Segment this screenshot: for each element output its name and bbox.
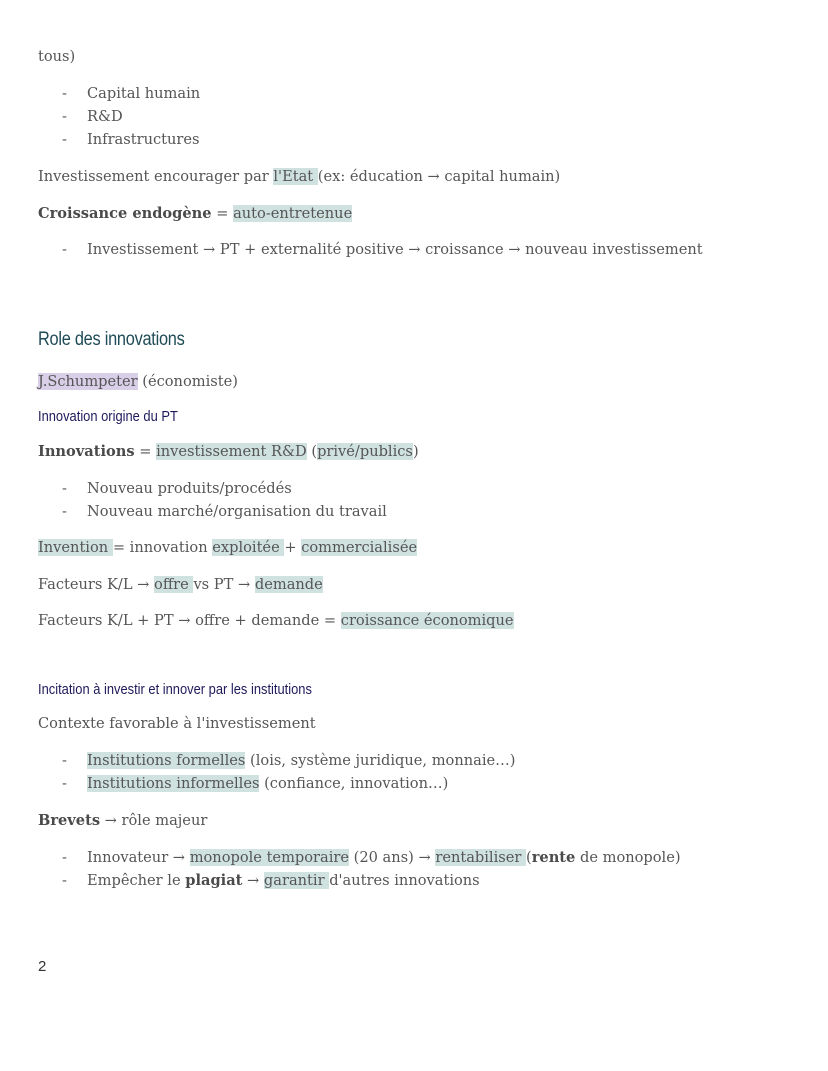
text: Facteurs K/L →: [38, 576, 155, 593]
highlight: l'Etat: [273, 168, 318, 185]
text: (: [526, 849, 532, 866]
bullet-dash: -: [62, 503, 67, 520]
bullet-dash: -: [62, 131, 67, 148]
list-item: Capital humain: [87, 85, 201, 102]
bullet-dash: -: [62, 241, 67, 258]
text: (lois, système juridique, monnaie…): [245, 752, 516, 769]
list-item: Nouveau produits/procédés: [87, 480, 292, 497]
list-item: Investissement → PT + externalité positive → croissance → nouveau investissement: [87, 241, 703, 258]
highlight: exploitée: [212, 539, 285, 556]
highlight: croissance économique: [340, 612, 514, 629]
text: Innovateur →: [87, 849, 190, 866]
bullet-dash: -: [62, 775, 67, 792]
text: ): [412, 443, 419, 460]
bullet-dash: -: [62, 752, 67, 769]
highlight: Institutions formelles: [87, 752, 246, 769]
text: =: [134, 443, 157, 460]
paragraph-contexte: Contexte favorable à l'investissement: [38, 715, 316, 732]
text: → rôle majeur: [100, 812, 208, 829]
paragraph-facteurs-croissance: [38, 611, 514, 631]
text: (ex: éducation → capital humain): [317, 168, 561, 185]
text: +: [284, 539, 302, 556]
subheading-innovation-origine: Innovation origine du PT: [38, 408, 178, 425]
list-item: [87, 774, 448, 794]
highlight: demande: [254, 576, 323, 593]
text: = innovation: [112, 539, 213, 556]
text: (: [306, 443, 318, 460]
highlight: investissement R&D: [156, 443, 307, 460]
text: (confiance, innovation…): [259, 775, 449, 792]
bold-term: rente: [531, 849, 576, 866]
text: →: [242, 872, 264, 889]
paragraph-investissement: [38, 167, 560, 187]
text: vs PT →: [193, 576, 255, 593]
section-heading: Role des innovations: [38, 329, 185, 350]
highlight: offre: [154, 576, 194, 593]
text: Empêcher le: [87, 872, 186, 889]
highlight: garantir: [263, 872, 330, 889]
text: (économiste): [137, 373, 238, 390]
bullet-dash: -: [62, 85, 67, 102]
highlight: Invention: [38, 539, 113, 556]
list-item: [87, 751, 515, 771]
list-item: Infrastructures: [87, 131, 200, 148]
subheading-incitation: Incitation à investir et innover par les institutions: [38, 681, 312, 698]
paragraph-facteurs-offre: [38, 575, 323, 595]
list-item: [87, 848, 681, 868]
text: d'autres innovations: [329, 872, 480, 889]
paragraph-brevets: [38, 811, 207, 831]
bullet-dash: -: [62, 480, 67, 497]
highlight: auto-entretenue: [233, 205, 353, 222]
highlight: privé/publics: [317, 443, 413, 460]
list-item: R&D: [87, 108, 123, 125]
highlight: rentabiliser: [435, 849, 527, 866]
list-item: Nouveau marché/organisation du travail: [87, 503, 387, 520]
text: Investissement encourager par: [38, 168, 274, 185]
paragraph-invention: [38, 538, 417, 558]
paragraph-schumpeter: [38, 372, 238, 392]
text: =: [211, 205, 234, 222]
highlight: Institutions informelles: [87, 775, 260, 792]
bold-term: Brevets: [38, 812, 101, 829]
bold-term: Innovations: [38, 443, 135, 460]
bullet-dash: -: [62, 872, 67, 889]
bullet-dash: -: [62, 849, 67, 866]
highlight: monopole temporaire: [189, 849, 349, 866]
list-item: [87, 871, 480, 891]
page-number: 2: [38, 958, 47, 975]
paragraph-innovations: [38, 442, 419, 462]
paragraph-croissance-endogene: [38, 204, 352, 224]
bullet-dash: -: [62, 108, 67, 125]
highlight-purple: J.Schumpeter: [38, 373, 138, 390]
text: Facteurs K/L + PT → offre + demande =: [38, 612, 341, 629]
highlight: commercialisée: [301, 539, 418, 556]
bold-term: plagiat: [185, 872, 243, 889]
bold-term: Croissance endogène: [38, 205, 212, 222]
text: de monopole): [575, 849, 681, 866]
paragraph-tous: tous): [38, 48, 76, 65]
text: (20 ans) →: [349, 849, 436, 866]
